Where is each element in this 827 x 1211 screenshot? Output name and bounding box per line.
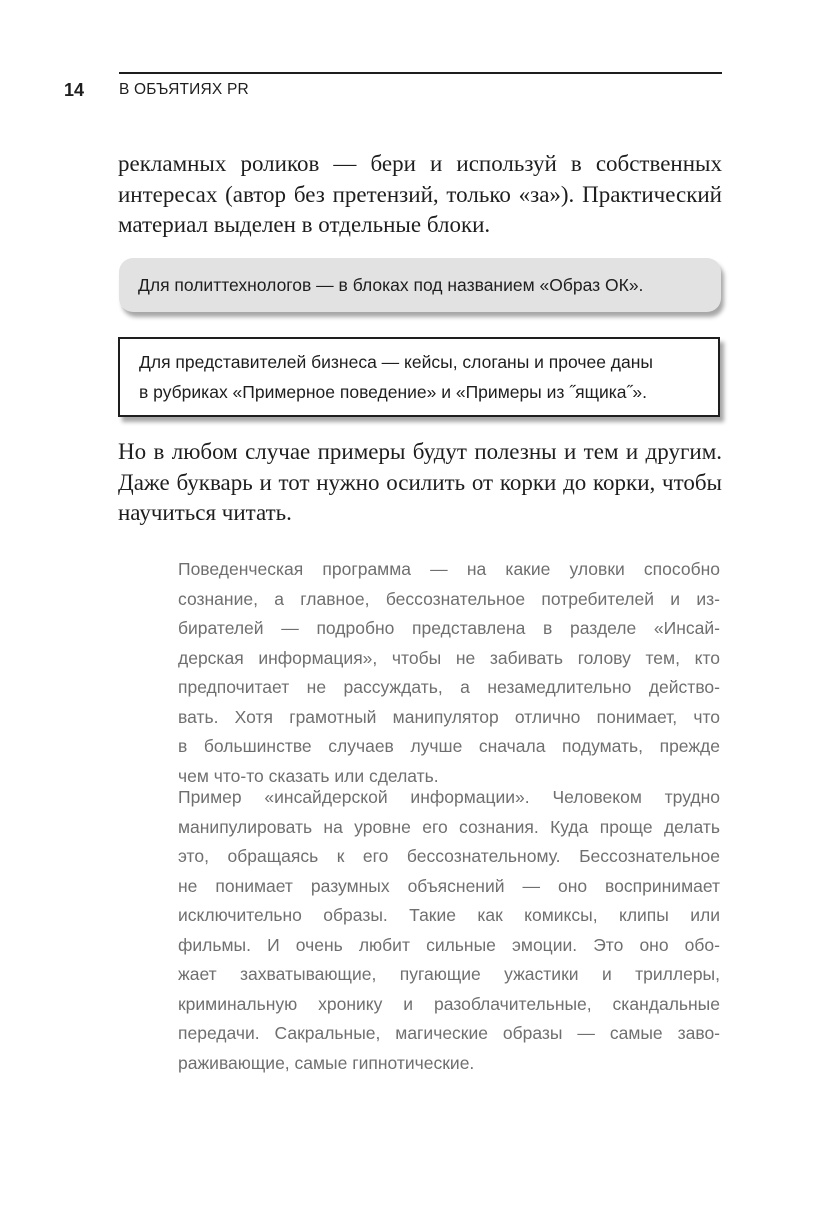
text-line: криминальную хронику и разоблачительные, скандальные (178, 993, 720, 1014)
text-line: Даже букварь и тот нужно осилить от корки до корки, чтобы (118, 469, 722, 495)
text-line: Пример «инсайдерской информации». Человеком трудно (178, 787, 720, 807)
closing-paragraph (118, 437, 722, 529)
text-line: передачи. Сакральные, магические образы — самые заво- (178, 1023, 720, 1043)
callout-politech: Для политтехнологов — в блоках под названием «Образ ОК». (119, 258, 721, 312)
page-number: 14 (64, 80, 85, 100)
running-title: В ОБЪЯТИЯХ PR (119, 81, 249, 98)
aside-program-paragraph (178, 555, 720, 791)
intro-paragraph (118, 149, 722, 241)
header-rule (119, 72, 722, 74)
text-line: Для представителей бизнеса — кейсы, слоганы и прочее даны (139, 352, 653, 372)
text-line: предпочитает не рассуждать, а незамедлительно действо- (178, 677, 720, 697)
aside-example-paragraph (178, 783, 720, 1078)
text-line: интересах (автор без претензий, только «за»). Практический (118, 181, 722, 207)
text-line: научиться читать. (118, 500, 292, 525)
text-line: фильмы. И очень любит сильные эмоции. Это оно обо- (178, 934, 720, 955)
text-line: рекламных роликов — бери и используй в собственных (118, 151, 722, 176)
text-line: Но в любом случае примеры будут полезны и тем и другим. (118, 439, 722, 464)
text-line: это, обращаясь к его бессознательному. Бессознательное (178, 846, 720, 866)
text-line: сознание, а главное, бессознательное потребителей и из- (178, 588, 720, 609)
text-line: Поведенческая программа — на какие уловки способно (178, 559, 720, 579)
text-line: исключительно образы. Такие как комиксы, клипы или (178, 905, 720, 925)
callout-business (118, 337, 720, 417)
text-line: бирателей — подробно представлена в разделе «Инсай- (178, 618, 720, 638)
text-line: материал выделен в отдельные блоки. (118, 212, 491, 237)
text-line: жает захватывающие, пугающие ужастики и триллеры, (178, 964, 720, 984)
text-line: в большинстве случаев лучше сначала подумать, прежде (178, 736, 720, 756)
text-line: вать. Хотя грамотный манипулятор отлично понимает, что (178, 706, 720, 727)
text-line: дерская информация», чтобы не забивать голову тем, кто (178, 647, 720, 668)
text-line: чем что-то сказать или сделать. (178, 765, 439, 786)
text-line: не понимает разумных объяснений — оно воспринимает (178, 875, 720, 896)
text-line: манипулировать на уровне его сознания. Куда проще делать (178, 816, 720, 837)
text-line: раживающие, самые гипнотические. (178, 1052, 475, 1073)
text-line: в рубриках «Примерное поведение» и «Примеры из ˝ящика˝». (139, 382, 647, 402)
